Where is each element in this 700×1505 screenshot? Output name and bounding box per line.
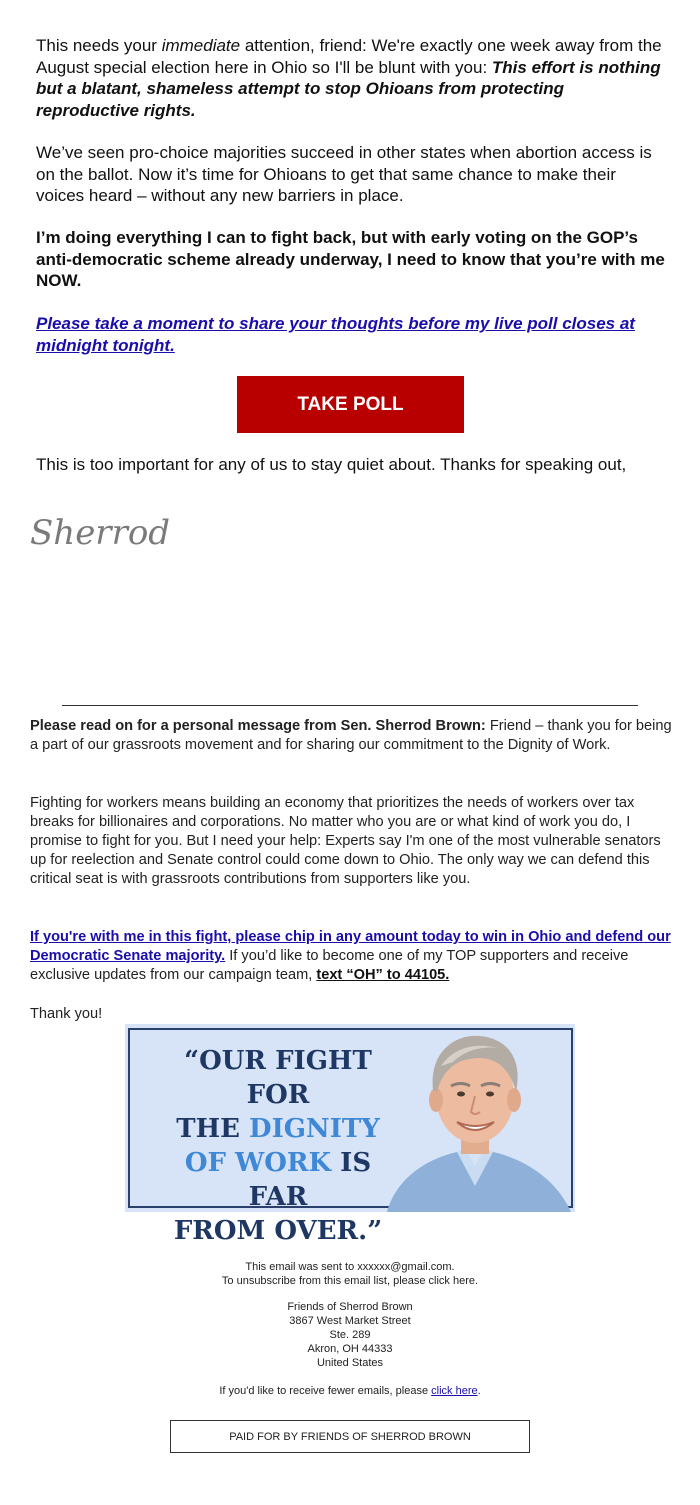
unsubscribe-link[interactable]: To unsubscribe from this email list, please click here. bbox=[221, 1275, 479, 1287]
message-paragraph-2 bbox=[30, 794, 675, 889]
banner-line-2b: DIGNITY bbox=[249, 1114, 380, 1144]
signature-image bbox=[28, 500, 171, 562]
closing-text: This is too important for any of us to stay quiet about. Thanks for speaking out, bbox=[36, 455, 627, 474]
footer-address bbox=[0, 1300, 700, 1370]
banner-line-3a: OF WORK bbox=[184, 1148, 332, 1178]
intro-p2-text: We’ve seen pro-choice majorities succeed in other states when abortion access is on the ballot. Now it’s time for Ohioans to get that same chance to make their voices heard – without any new barriers in place. bbox=[36, 143, 652, 205]
banner-line-3b: IS FAR bbox=[248, 1148, 372, 1212]
fewer-emails-text: If you'd like to receive fewer emails, please bbox=[219, 1385, 432, 1397]
message-lead-rest: Friend – thank you for being a part of our grassroots movement and for sharing our commitment to the Dignity of Work. bbox=[30, 718, 672, 753]
intro-paragraph-3 bbox=[36, 227, 666, 292]
footer-notice bbox=[0, 1260, 700, 1288]
banner-line-2a: THE bbox=[176, 1114, 250, 1144]
poll-link-paragraph bbox=[36, 313, 666, 356]
fewer-emails-link[interactable]: click here bbox=[431, 1385, 478, 1397]
intro-text-cont: attention, friend: We're exactly one week away from the August special election here in Ohio so I'll be blunt with you: bbox=[36, 36, 662, 77]
banner-line-4: FROM OVER.” bbox=[173, 1216, 383, 1246]
message-p2-text: Fighting for workers means building an economy that prioritizes the needs of workers over tax breaks for billionaires and corporations. No matter who you are or what kind of work you do, I promise to fight for you. But I need your help: Experts say I'm one of the most vulnerable senators up for reelection and Senate control could come down to Ohio. The only way we can defend this critical seat is with grassroots contributions from supporters like you. bbox=[30, 795, 661, 887]
text-cta-link[interactable]: text “OH” to 44105. bbox=[316, 967, 450, 983]
paid-for-box bbox=[170, 1420, 530, 1453]
message-paragraph-3 bbox=[30, 928, 675, 985]
message-paragraph-1 bbox=[30, 717, 675, 755]
senator-portrait bbox=[375, 1026, 575, 1212]
paid-for-text: PAID FOR BY FRIENDS OF SHERROD BROWN bbox=[229, 1430, 471, 1443]
footer-city: Akron, OH 44333 bbox=[307, 1343, 393, 1355]
banner-quote bbox=[153, 1044, 403, 1248]
donate-link[interactable]: If you're with me in this fight, please chip in any amount today to win in Ohio and defend our Democratic Senate majority. bbox=[30, 929, 671, 964]
footer-org: Friends of Sherrod Brown bbox=[287, 1301, 413, 1313]
intro-strong: This effort is nothing but a blatant, shameless attempt to stop Ohioans from protecting reproductive rights. bbox=[36, 57, 661, 120]
closing-paragraph bbox=[36, 454, 666, 476]
intro-text: This needs your bbox=[36, 36, 162, 55]
message-lead-bold: Please read on for a personal message from Sen. Sherrod Brown: bbox=[30, 718, 486, 734]
intro-p3-text: I’m doing everything I can to fight back, but with early voting on the GOP’s anti-democratic scheme already underway, I need to know that you’re with me NOW. bbox=[36, 228, 665, 290]
footer-street: 3867 West Market Street bbox=[289, 1315, 411, 1327]
thanks-text: Thank you! bbox=[30, 1006, 103, 1022]
intro-paragraph-1 bbox=[36, 35, 666, 121]
thanks-paragraph bbox=[30, 1005, 675, 1024]
dignity-of-work-banner bbox=[125, 1024, 575, 1246]
footer-suite: Ste. 289 bbox=[329, 1329, 371, 1341]
intro-emphasis: immediate bbox=[161, 36, 241, 55]
section-divider bbox=[62, 705, 638, 706]
poll-link[interactable]: Please take a moment to share your thoughts before my live poll closes at midnight tonight. bbox=[36, 314, 635, 355]
message-p3-rest: If you’d like to become one of my TOP supporters and receive exclusive updates from our campaign team, bbox=[30, 948, 629, 983]
take-poll-button[interactable]: TAKE POLL bbox=[237, 376, 464, 433]
footer-sent-to: This email was sent to xxxxxx@gmail.com. bbox=[245, 1261, 455, 1273]
signature-text: Sherrod bbox=[30, 513, 171, 553]
intro-paragraph-2 bbox=[36, 142, 666, 207]
fewer-emails-suffix: . bbox=[477, 1385, 481, 1397]
footer-country: United States bbox=[316, 1357, 384, 1369]
footer-fewer-emails bbox=[0, 1384, 700, 1398]
signature bbox=[28, 500, 171, 567]
banner-line-1: “OUR FIGHT FOR bbox=[184, 1046, 372, 1110]
